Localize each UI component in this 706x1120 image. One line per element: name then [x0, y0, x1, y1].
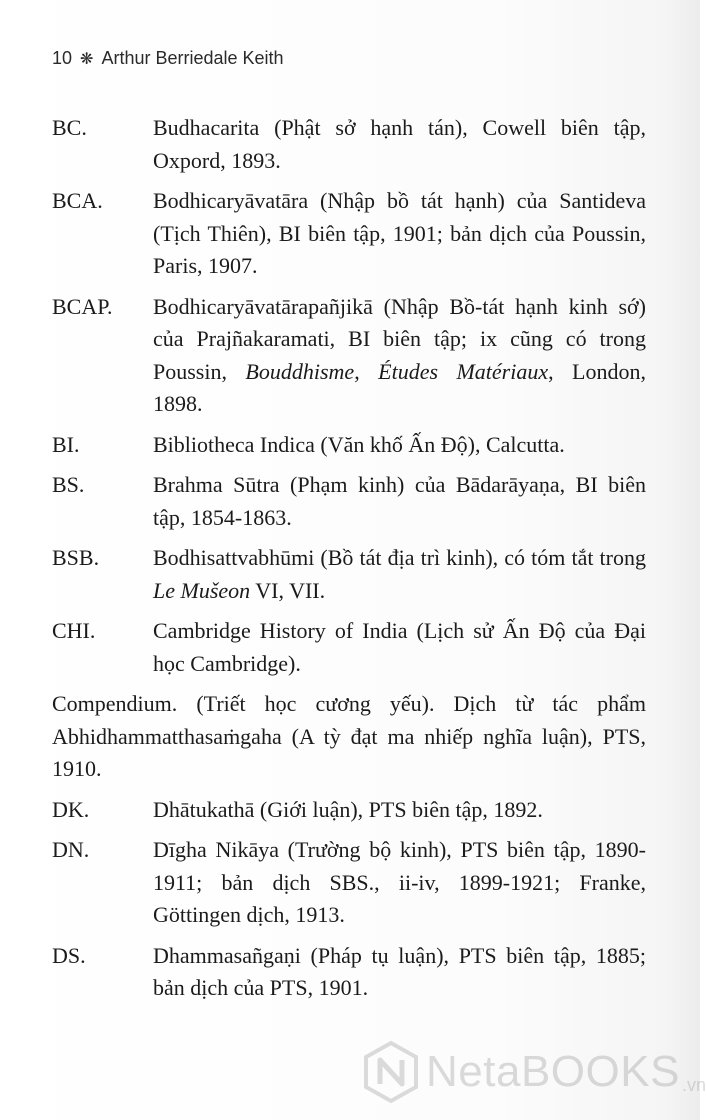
entry-abbreviation: DK.	[52, 796, 90, 822]
entry-bca	[52, 185, 646, 283]
entry-abbreviation: CHI.	[52, 618, 96, 643]
entry-abbreviation: DS.	[52, 942, 86, 968]
entry-chi	[52, 615, 646, 680]
watermark-suffix: .vn	[681, 1075, 706, 1095]
entry-description: Bodhisattvabhūmi (Bồ tát địa trì kinh), có tóm tắt trong Le Mušeon VI, VII.	[153, 545, 646, 603]
author-name: Arthur Berriedale Keith	[101, 48, 284, 68]
entry-bs	[52, 469, 646, 534]
entry-description: Brahma Sūtra (Phạm kinh) của Bādarāyaṇa, BI biên tập, 1854-1863.	[153, 472, 646, 530]
entry-description: Dīgha Nikāya (Trường bộ kinh), PTS biên tập, 1890-1911; bản dịch SBS., ii-iv, 1899-1921; Franke, Göttingen dịch, 1913.	[153, 837, 646, 927]
entry-description: Cambridge History of India (Lịch sử Ấn Độ của Đại học Cambridge).	[153, 618, 646, 676]
entry-bsb	[52, 542, 646, 607]
italic-title: Bouddhisme	[245, 358, 355, 384]
entry-description: Budhacarita (Phật sở hạnh tán), Cowell biên tập, Oxpord, 1893.	[153, 115, 646, 173]
entry-abbreviation: BSB.	[52, 545, 100, 570]
entry-abbreviation: BS.	[52, 472, 85, 497]
running-header	[52, 48, 284, 69]
entry-compendium	[52, 688, 646, 786]
entry-description: Dhammasañgaṇi (Pháp tụ luận), PTS biên tập, 1885; bản dịch của PTS, 1901.	[153, 942, 646, 1000]
entry-abbreviation: BI.	[52, 431, 80, 457]
italic-title: Le Mušeon	[153, 577, 251, 603]
page-number: 10	[52, 48, 73, 68]
watermark-brand: NetaBOOKS	[426, 1047, 680, 1096]
entry-description: Bodhicaryāvatārapañjikā (Nhập Bồ-tát hạnh kinh sớ) của Prajñakaramati, BI biên tập; ix cũng có trong Poussin, Bouddhisme, Études Matériaux, London, 1898.	[153, 293, 646, 416]
entry-description: Dhātukathā (Giới luận), PTS biên tập, 1892.	[153, 796, 543, 822]
entry-dn	[52, 834, 646, 932]
entry-abbreviation: BCA.	[52, 188, 103, 213]
separator-icon: ❋	[80, 50, 94, 68]
entry-abbreviation: DN.	[52, 837, 90, 862]
entry-abbreviation: BC.	[52, 115, 87, 140]
netabooks-logo-icon	[362, 1040, 420, 1104]
entry-abbreviation: BCAP.	[52, 293, 113, 319]
entry-description: Bodhicaryāvatāra (Nhập bồ tát hạnh) của Santideva (Tịch Thiên), BI biên tập, 1901; bản dịch của Poussin, Paris, 1907.	[153, 188, 646, 278]
entry-dk	[52, 794, 646, 827]
entry-bcap	[52, 291, 646, 421]
entry-bc	[52, 112, 646, 177]
entry-ds	[52, 940, 646, 1005]
entry-description: Compendium. (Triết học cương yếu). Dịch từ tác phẩm Abhidhammatthasaṁgaha (A tỳ đạt ma nhiếp nghĩa luận), PTS, 1910.	[52, 691, 646, 781]
abbreviation-list	[52, 112, 646, 1013]
italic-title: Études Matériaux	[378, 358, 549, 384]
entry-description: Bibliotheca Indica (Văn khố Ấn Độ), Calcutta.	[153, 431, 565, 457]
entry-bi	[52, 429, 646, 462]
publisher-watermark	[362, 1040, 706, 1104]
